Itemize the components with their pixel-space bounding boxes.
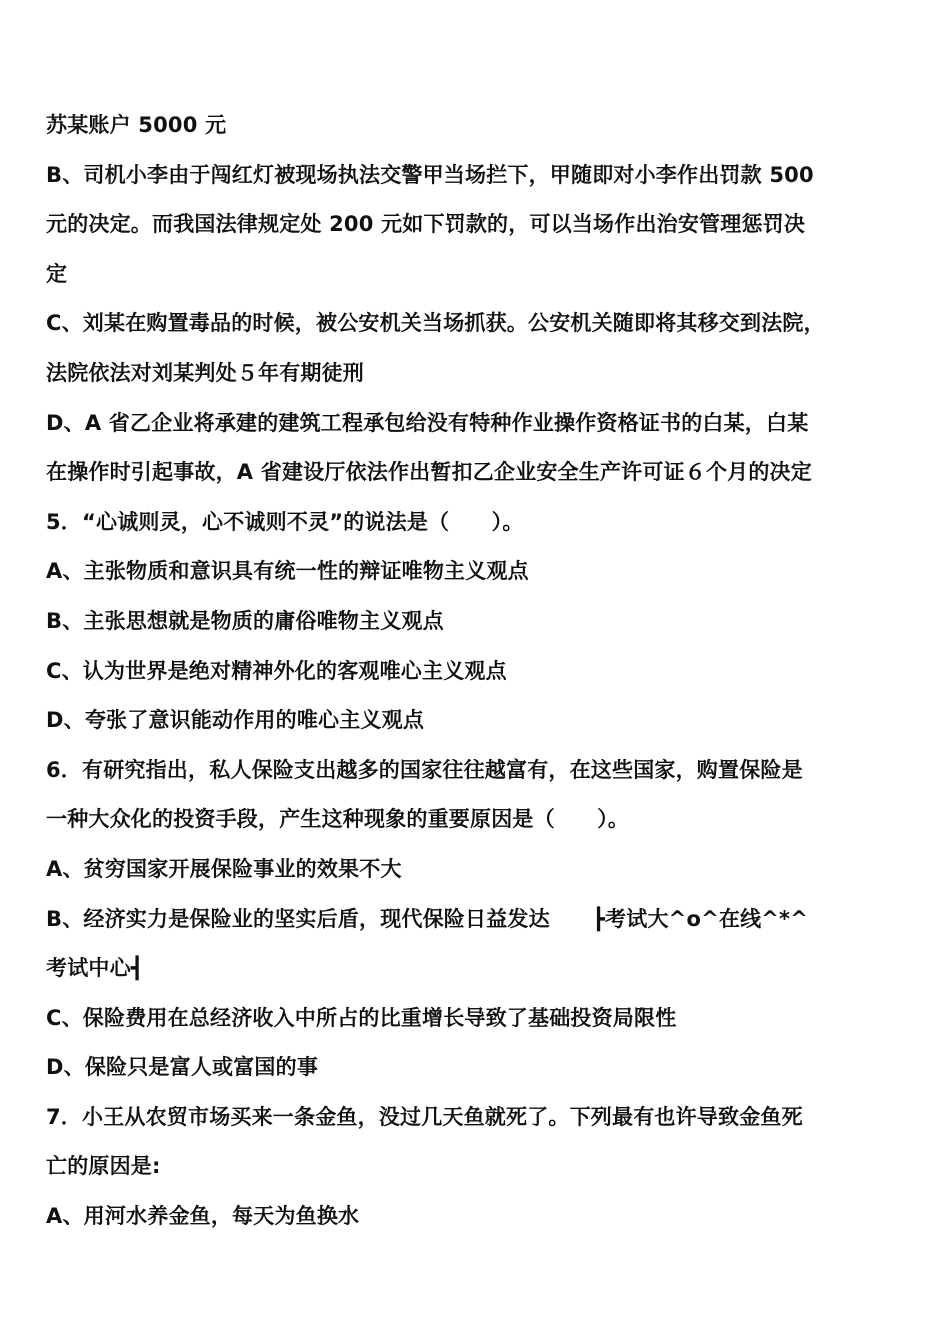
question-7-option-a: A、用河水养金鱼，每天为鱼换水	[46, 1204, 360, 1229]
question-6-option-b-line-2: 考试中心┫	[46, 956, 144, 981]
question-5-option-a: A、主张物质和意识具有统一性的辩证唯物主义观点	[46, 559, 529, 584]
question-6-option-a: A、贫穷国家开展保险事业的效果不大	[46, 856, 402, 881]
question-6-option-b-line-1: B、经济实力是保险业的坚实后盾，现代保险日益发达 ┣考试大^o^在线^*^	[46, 906, 809, 931]
question-5-option-c: C、认为世界是绝对精神外化的客观唯心主义观点	[46, 658, 507, 683]
question-5-stem: 5．“心诚则灵，心不诚则不灵”的说法是（ ）。	[46, 509, 524, 534]
question-5-option-d: D、夸张了意识能动作用的唯心主义观点	[46, 708, 425, 733]
question-6-stem-line-2: 一种大众化的投资手段，产生这种现象的重要原因是（ ）。	[46, 807, 630, 832]
text-line-4: 定	[46, 261, 68, 286]
text-line-7: D、A 省乙企业将承建的建筑工程承包给没有特种作业操作资格证书的白某，白某	[46, 410, 809, 435]
text-line-1: 苏某账户 5000 元	[46, 113, 227, 137]
text-line-8: 在操作时引起事故，A 省建设厅依法作出暂扣乙企业安全生产许可证６个月的决定	[46, 460, 812, 485]
question-6-option-c: C、保险费用在总经济收入中所占的比重增长导致了基础投资局限性	[46, 1005, 677, 1030]
text-line-2: B、司机小李由于闯红灯被现场执法交警甲当场拦下，甲随即对小李作出罚款 500	[46, 162, 814, 187]
document-body	[46, 101, 916, 1242]
question-5-option-b: B、主张思想就是物质的庸俗唯物主义观点	[46, 608, 444, 633]
text-line-5: C、刘某在购置毒品的时候，被公安机关当场抓获。公安机关随即将其移交到法院，	[46, 311, 825, 336]
text-line-3: 元的决定。而我国法律规定处 200 元如下罚款的，可以当场作出治安管理惩罚决	[46, 212, 806, 237]
text-line-6: 法院依法对刘某判处５年有期徒刑	[46, 360, 364, 385]
question-7-stem-line-1: 7．小王从农贸市场买来一条金鱼，没过几天鱼就死了。下列最有也许导致金鱼死	[46, 1104, 803, 1129]
question-6-stem-line-1: 6．有研究指出，私人保险支出越多的国家往往越富有，在这些国家，购置保险是	[46, 757, 803, 782]
question-6-option-d: D、保险只是富人或富国的事	[46, 1055, 319, 1080]
question-7-stem-line-2: 亡的原因是:	[46, 1154, 161, 1179]
